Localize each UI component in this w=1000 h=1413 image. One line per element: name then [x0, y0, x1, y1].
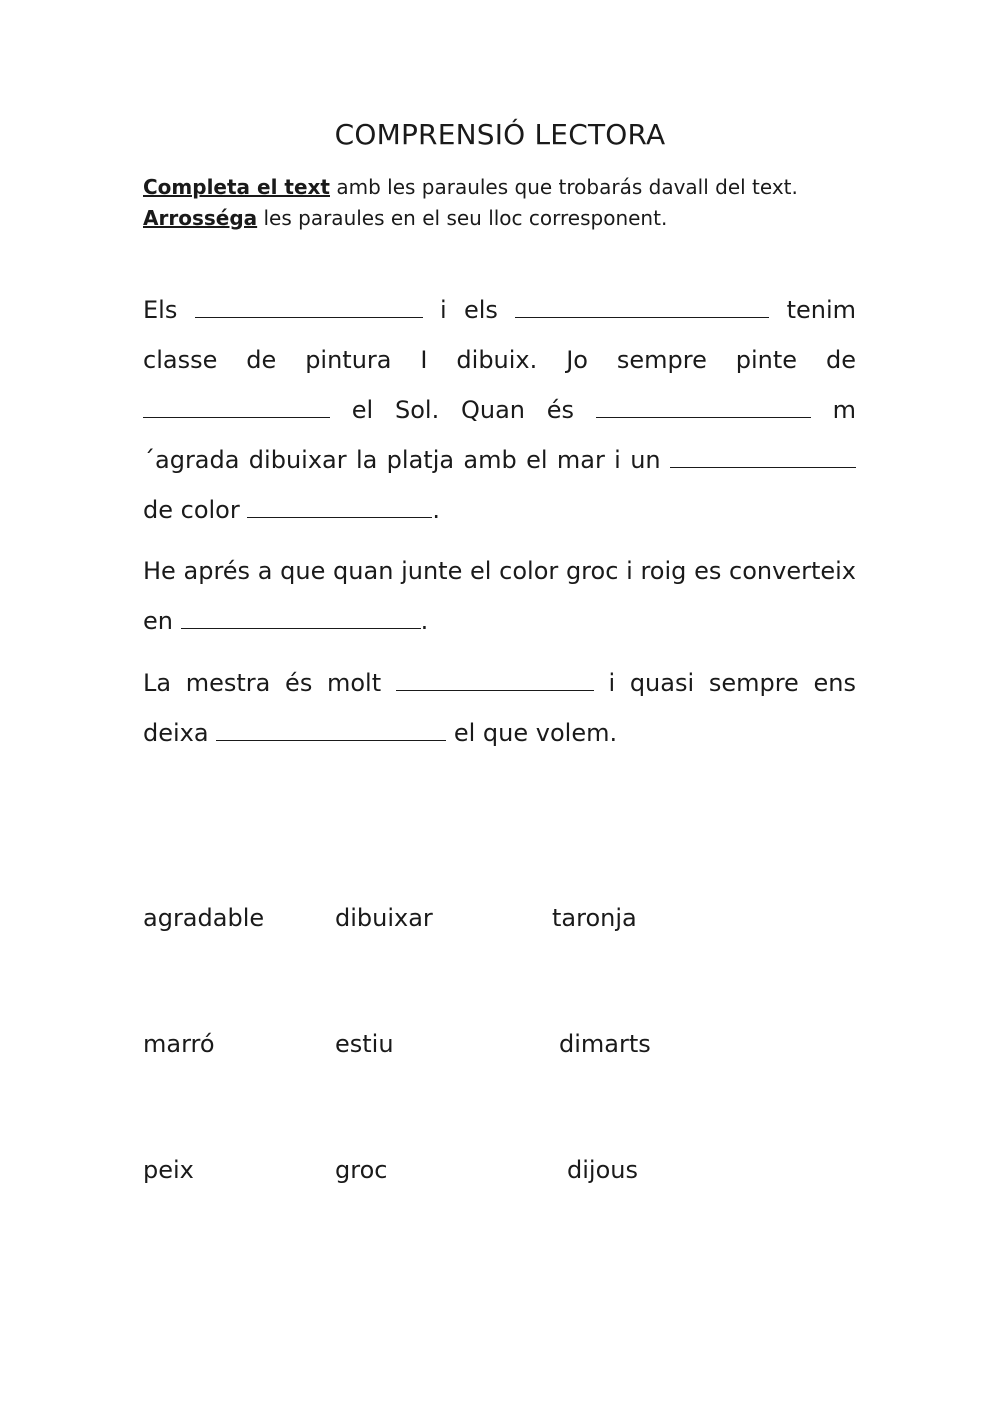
paragraph-text: de color: [143, 496, 240, 524]
drop-blank-5[interactable]: [670, 445, 856, 468]
drop-blank-7[interactable]: [181, 606, 421, 629]
drop-blank-4[interactable]: [596, 395, 811, 418]
paragraph-text: .: [432, 496, 441, 524]
paragraph-text: i quasi sempre ens deixa: [143, 669, 856, 747]
paragraph-text: el Sol. Quan és: [351, 396, 575, 424]
paragraph-text: el que volem.: [453, 719, 618, 747]
paragraph-text: He aprés a que quan junte el color groc i roig es converteix en: [143, 557, 856, 635]
word-card[interactable]: groc: [335, 1156, 388, 1184]
drop-blank-2[interactable]: [515, 295, 769, 318]
drop-blank-6[interactable]: [247, 495, 432, 518]
instruction-text-1: amb les paraules que trobarás davall del text.: [329, 175, 798, 199]
paragraph-text: tenim classe de pintura I dibuix. Jo sempre pinte de: [143, 296, 857, 374]
paragraph-3: [143, 658, 856, 758]
instructions: [143, 172, 857, 234]
drop-blank-9[interactable]: [216, 718, 446, 741]
word-card[interactable]: marró: [143, 1030, 215, 1058]
word-card[interactable]: agradable: [143, 904, 265, 932]
page-title: COMPRENSIÓ LECTORA: [334, 118, 666, 151]
instruction-line-1: [143, 172, 857, 203]
paragraph-text: m´agrada dibuixar la platja amb el mar i un: [143, 396, 856, 474]
word-card[interactable]: taronja: [552, 904, 637, 932]
word-card[interactable]: estiu: [335, 1030, 394, 1058]
word-card[interactable]: dijous: [567, 1156, 638, 1184]
instruction-text-2: les paraules en el seu lloc corresponent.: [257, 206, 668, 230]
instruction-keyword-complete: Completa el text: [143, 175, 330, 199]
word-card[interactable]: dimarts: [559, 1030, 651, 1058]
paragraph-text: i els: [440, 296, 498, 324]
word-card[interactable]: dibuixar: [335, 904, 433, 932]
paragraph-text: Els: [143, 296, 178, 324]
drop-blank-3[interactable]: [143, 395, 330, 418]
paragraph-1: [143, 285, 856, 535]
drop-blank-8[interactable]: [396, 668, 594, 691]
instruction-keyword-drag: Arrosséga: [143, 206, 258, 230]
paragraph-text: .: [420, 607, 429, 635]
paragraph-text: La mestra és molt: [143, 669, 382, 697]
drop-blank-1[interactable]: [195, 295, 423, 318]
paragraph-2: [143, 546, 856, 646]
instruction-line-2: [143, 203, 857, 234]
word-card[interactable]: peix: [143, 1156, 194, 1184]
